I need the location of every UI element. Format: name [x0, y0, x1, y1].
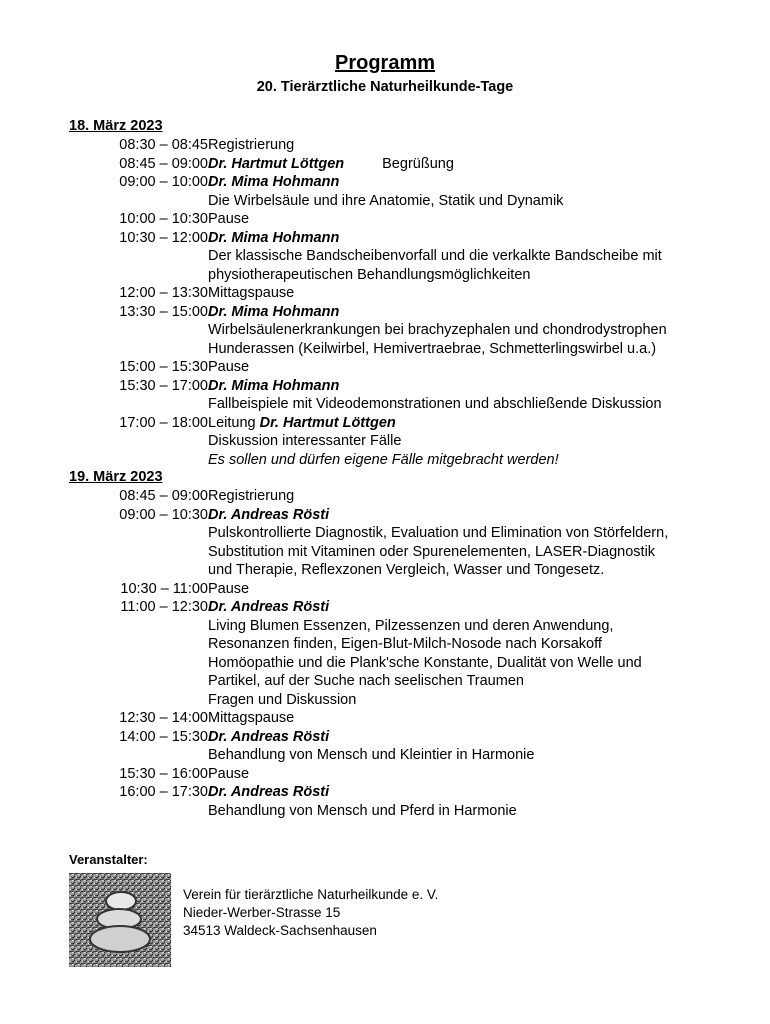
page-subtitle: 20. Tierärztliche Naturheilkunde-Tage: [256, 79, 514, 95]
speaker-name: Dr. Mima Hohmann: [208, 174, 340, 190]
session-description: [208, 136, 703, 155]
day-title: 19. März 2023: [69, 469, 163, 485]
time-slot-empty: [69, 321, 208, 340]
time-slot: 17:00 – 18:00: [119, 414, 208, 431]
session-title: Registrierung: [208, 137, 295, 153]
schedule-row: [69, 598, 709, 617]
time-slot-empty: [69, 654, 208, 673]
schedule-row: [69, 414, 709, 433]
session-detail: Hunderassen (Keilwirbel, Hemivertraebrae, Schmetterlingswirbel u.a.): [208, 340, 657, 357]
session-detail: Behandlung von Mensch und Pferd in Harmonie: [208, 802, 517, 819]
session-detail: physiotherapeutischen Behandlungsmöglichkeiten: [208, 266, 531, 283]
session-title: Mittagspause: [208, 285, 295, 301]
time-slot-empty: [69, 802, 208, 821]
schedule-row-continuation: [69, 746, 709, 765]
session-note: Es sollen und dürfen eigene Fälle mitgebracht werden!: [208, 451, 559, 468]
schedule-row-continuation: [69, 432, 709, 451]
schedule-row: [69, 709, 709, 728]
session-detail: Wirbelsäulenerkrankungen bei brachyzephalen und chondrodystrophen: [208, 322, 667, 338]
session-detail: und Therapie, Reflexzonen Vergleich, Wasser und Tongesetz.: [208, 562, 605, 578]
schedule-row: [69, 783, 709, 802]
time-slot-empty: [69, 247, 208, 266]
schedule-row: [69, 358, 709, 377]
time-slot: 16:00 – 17:30: [119, 784, 208, 800]
schedule-row: [69, 229, 709, 248]
schedule-row: [69, 487, 709, 506]
time-slot: 15:30 – 17:00: [119, 377, 208, 394]
time-slot: 12:30 – 14:00: [119, 710, 208, 726]
page-title: Programm: [334, 52, 436, 74]
schedule-row-continuation: [69, 691, 709, 710]
session-description: [208, 173, 703, 192]
speaker-name: Dr. Andreas Rösti: [208, 784, 330, 800]
session-detail: Pulskontrollierte Diagnostik, Evaluation und Elimination von Störfeldern,: [208, 525, 669, 541]
session-title: Pause: [208, 359, 250, 375]
schedule-row: [69, 173, 709, 192]
time-slot-empty: [69, 266, 208, 285]
session-detail: Der klassische Bandscheibenvorfall und die verkalkte Bandscheibe mit: [208, 248, 662, 264]
time-slot-empty: [69, 617, 208, 636]
session-description: [208, 377, 703, 396]
schedule-row: [69, 303, 709, 322]
schedule-row-continuation: [69, 192, 709, 211]
schedule-row-continuation: [69, 266, 709, 285]
time-slot: 10:30 – 11:00: [120, 580, 208, 597]
schedule-row: [69, 728, 709, 747]
speaker-name: Dr. Mima Hohmann: [208, 303, 340, 320]
speaker-name: Dr. Hartmut Löttgen: [208, 155, 345, 172]
session-description: [208, 229, 703, 248]
schedule-row-continuation: [69, 561, 709, 580]
speaker-name: Dr. Andreas Rösti: [208, 728, 330, 745]
time-slot: 09:00 – 10:00: [119, 174, 208, 190]
session-title: Pause: [208, 211, 250, 227]
time-slot: 15:00 – 15:30: [119, 359, 208, 375]
time-slot-empty: [69, 524, 208, 543]
session-description: [208, 284, 703, 303]
schedule-row: [69, 765, 709, 784]
time-slot: 11:00 – 12:30: [120, 599, 208, 615]
session-description: [208, 598, 703, 617]
session-detail: Homöopathie und die Plank'sche Konstante, Dualität von Welle und: [208, 654, 642, 671]
session-detail: Partikel, auf der Suche nach seelischen Traumen: [208, 673, 524, 689]
time-slot-empty: [69, 192, 208, 211]
time-slot: 09:00 – 10:30: [119, 506, 208, 523]
session-title: Pause: [208, 765, 250, 782]
speaker-name: Dr. Mima Hohmann: [208, 229, 340, 246]
schedule-row-continuation: [69, 543, 709, 562]
schedule-row-continuation: [69, 247, 709, 266]
speaker-name: Dr. Andreas Rösti: [208, 599, 330, 615]
day-schedule: [69, 117, 709, 469]
schedule-row-continuation: [69, 802, 709, 821]
speaker-name: Dr. Mima Hohmann: [208, 377, 340, 394]
session-description: [208, 210, 703, 229]
day-schedule: [69, 468, 709, 820]
session-detail: Fallbeispiele mit Videodemonstrationen und abschließende Diskussion: [208, 396, 662, 412]
organizer-label: Veranstalter:: [69, 852, 148, 867]
schedule-row-continuation: [69, 635, 709, 654]
schedule-row-continuation: [69, 321, 709, 340]
schedule-row: [69, 580, 709, 599]
session-description: [208, 506, 703, 525]
schedule-row: [69, 136, 709, 155]
schedule-row: [69, 284, 709, 303]
time-slot-empty: [69, 432, 208, 451]
organizer-address: [183, 886, 438, 940]
session-description: [208, 155, 703, 174]
time-slot: 13:30 – 15:00: [119, 303, 208, 320]
session-detail: Die Wirbelsäule und ihre Anatomie, Statik und Dynamik: [208, 192, 564, 209]
speaker-name: Dr. Andreas Rösti: [208, 506, 330, 523]
session-description: [208, 487, 703, 506]
time-slot-empty: [69, 451, 208, 470]
session-description: [208, 358, 703, 377]
session-description: [208, 303, 703, 322]
time-slot-empty: [69, 561, 208, 580]
time-slot: 15:30 – 16:00: [119, 765, 208, 782]
address-line: 34513 Waldeck-Sachsenhausen: [183, 923, 377, 938]
schedule-row: [69, 377, 709, 396]
schedule-row-continuation: [69, 672, 709, 691]
session-title: Pause: [208, 580, 250, 597]
session-detail: Substitution mit Vitaminen oder Spurenelementen, LASER-Diagnostik: [208, 543, 656, 560]
session-detail: Behandlung von Mensch und Kleintier in Harmonie: [208, 747, 535, 763]
address-line: Verein für tierärztliche Naturheilkunde e. V.: [183, 887, 439, 902]
session-title: Registrierung: [208, 488, 295, 504]
time-slot: 12:00 – 13:30: [119, 285, 208, 301]
schedule-row-continuation: [69, 654, 709, 673]
leitung-prefix: Leitung: [208, 414, 260, 431]
time-slot: 10:00 – 10:30: [119, 211, 208, 227]
address-line: Nieder-Werber-Strasse 15: [183, 905, 341, 920]
time-slot-empty: [69, 672, 208, 691]
stacked-stones-logo: [69, 873, 171, 967]
time-slot: 14:00 – 15:30: [119, 728, 208, 745]
time-slot-empty: [69, 635, 208, 654]
time-slot-empty: [69, 395, 208, 414]
day-title: 18. März 2023: [69, 118, 163, 134]
time-slot-empty: [69, 340, 208, 359]
session-detail: Diskussion interessanter Fälle: [208, 433, 402, 449]
time-slot: 08:45 – 09:00: [119, 488, 208, 504]
session-detail: Living Blumen Essenzen, Pilzessenzen und deren Anwendung,: [208, 617, 614, 634]
session-detail: Fragen und Diskussion: [208, 691, 357, 708]
time-slot-empty: [69, 746, 208, 765]
session-description: [208, 414, 703, 433]
schedule-row: [69, 210, 709, 229]
session-description: [208, 580, 703, 599]
schedule-row-continuation: [69, 524, 709, 543]
session-description: [208, 765, 703, 784]
session-title: Mittagspause: [208, 710, 295, 726]
session-detail: Resonanzen finden, Eigen-Blut-Milch-Nosode nach Korsakoff: [208, 636, 602, 652]
schedule-row-continuation: [69, 340, 709, 359]
time-slot: 08:30 – 08:45: [119, 137, 208, 153]
session-description: [208, 728, 703, 747]
session-description: [208, 783, 703, 802]
time-slot-empty: [69, 543, 208, 562]
time-slot-empty: [69, 691, 208, 710]
time-slot: 08:45 – 09:00: [119, 155, 208, 172]
speaker-name: Dr. Hartmut Löttgen: [259, 414, 396, 431]
session-title: Begrüßung: [382, 155, 454, 172]
schedule-row: [69, 155, 709, 174]
schedule-row-continuation: [69, 395, 709, 414]
session-description: [208, 709, 703, 728]
schedule-row-continuation: [69, 451, 709, 470]
schedule-row: [69, 506, 709, 525]
time-slot: 10:30 – 12:00: [119, 229, 208, 246]
schedule-row-continuation: [69, 617, 709, 636]
